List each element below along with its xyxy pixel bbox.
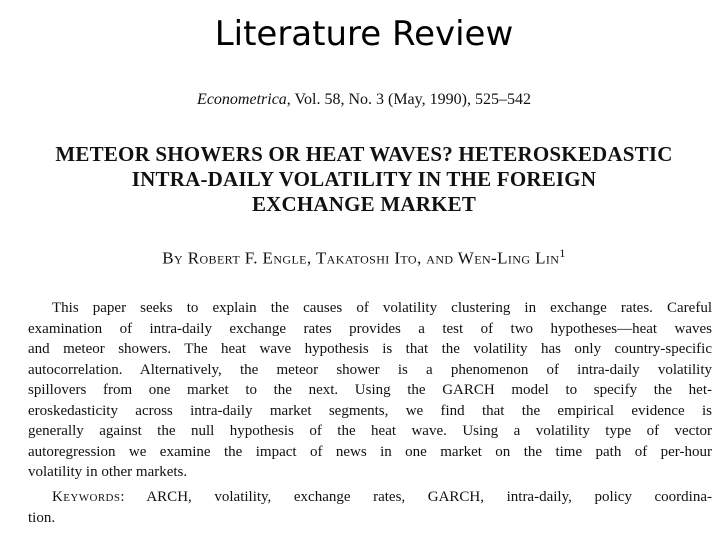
keywords-line-continued: tion.	[28, 509, 56, 526]
keywords-label: Keywords	[52, 489, 121, 505]
slide-title: Literature Review	[214, 14, 514, 54]
abstract-line: eroskedasticity across intra-daily market segments, we find that the empirical evidence is	[28, 402, 712, 419]
journal-citation	[0, 90, 728, 110]
abstract-line: This paper seeks to explain the causes of volatility clustering in exchange rates. Careful	[52, 300, 712, 316]
journal-name: Econometrica	[197, 91, 287, 108]
paper-title-line: METEOR SHOWERS OR HEAT WAVES? HETEROSKEDASTIC	[55, 142, 673, 166]
abstract-line: examination of intra-daily exchange rates provides a test of two hypotheses—heat waves	[28, 320, 712, 337]
authors-text: By Robert F. Engle, Takatoshi Ito, and Wen-Ling Lin	[162, 248, 560, 268]
keywords	[28, 487, 712, 528]
abstract-line: volatility in other markets.	[28, 464, 188, 480]
paper-title-line: EXCHANGE MARKET	[251, 192, 477, 216]
journal-details: , Vol. 58, No. 3 (May, 1990), 525–542	[286, 91, 531, 108]
abstract-line: and meteor showers. The heat wave hypothesis is that the volatility has only country-specific	[28, 341, 712, 357]
paper-title	[20, 142, 708, 217]
abstract-line: spillovers from one market to the next. Using the GARCH model to specify the het-	[28, 382, 712, 398]
paper-title-line: INTRA-DAILY VOLATILITY IN THE FOREIGN	[131, 167, 597, 191]
abstract-line: autocorrelation. Alternatively, the meteor shower is a phenomenon of intra-daily volatility	[28, 361, 712, 378]
keywords-line	[28, 487, 712, 508]
abstract-line: autoregression we examine the impact of news in one market on the time path of per-hour	[28, 443, 712, 460]
abstract-line: generally against the null hypothesis of the heat wave. Using a volatility type of vector	[28, 423, 712, 439]
author-footnote-mark: 1	[559, 246, 566, 260]
abstract	[28, 298, 712, 483]
keywords-list: : ARCH, volatility, exchange rates, GARCH, intra-daily, policy coordina-	[120, 489, 712, 505]
paper-authors	[0, 242, 728, 270]
